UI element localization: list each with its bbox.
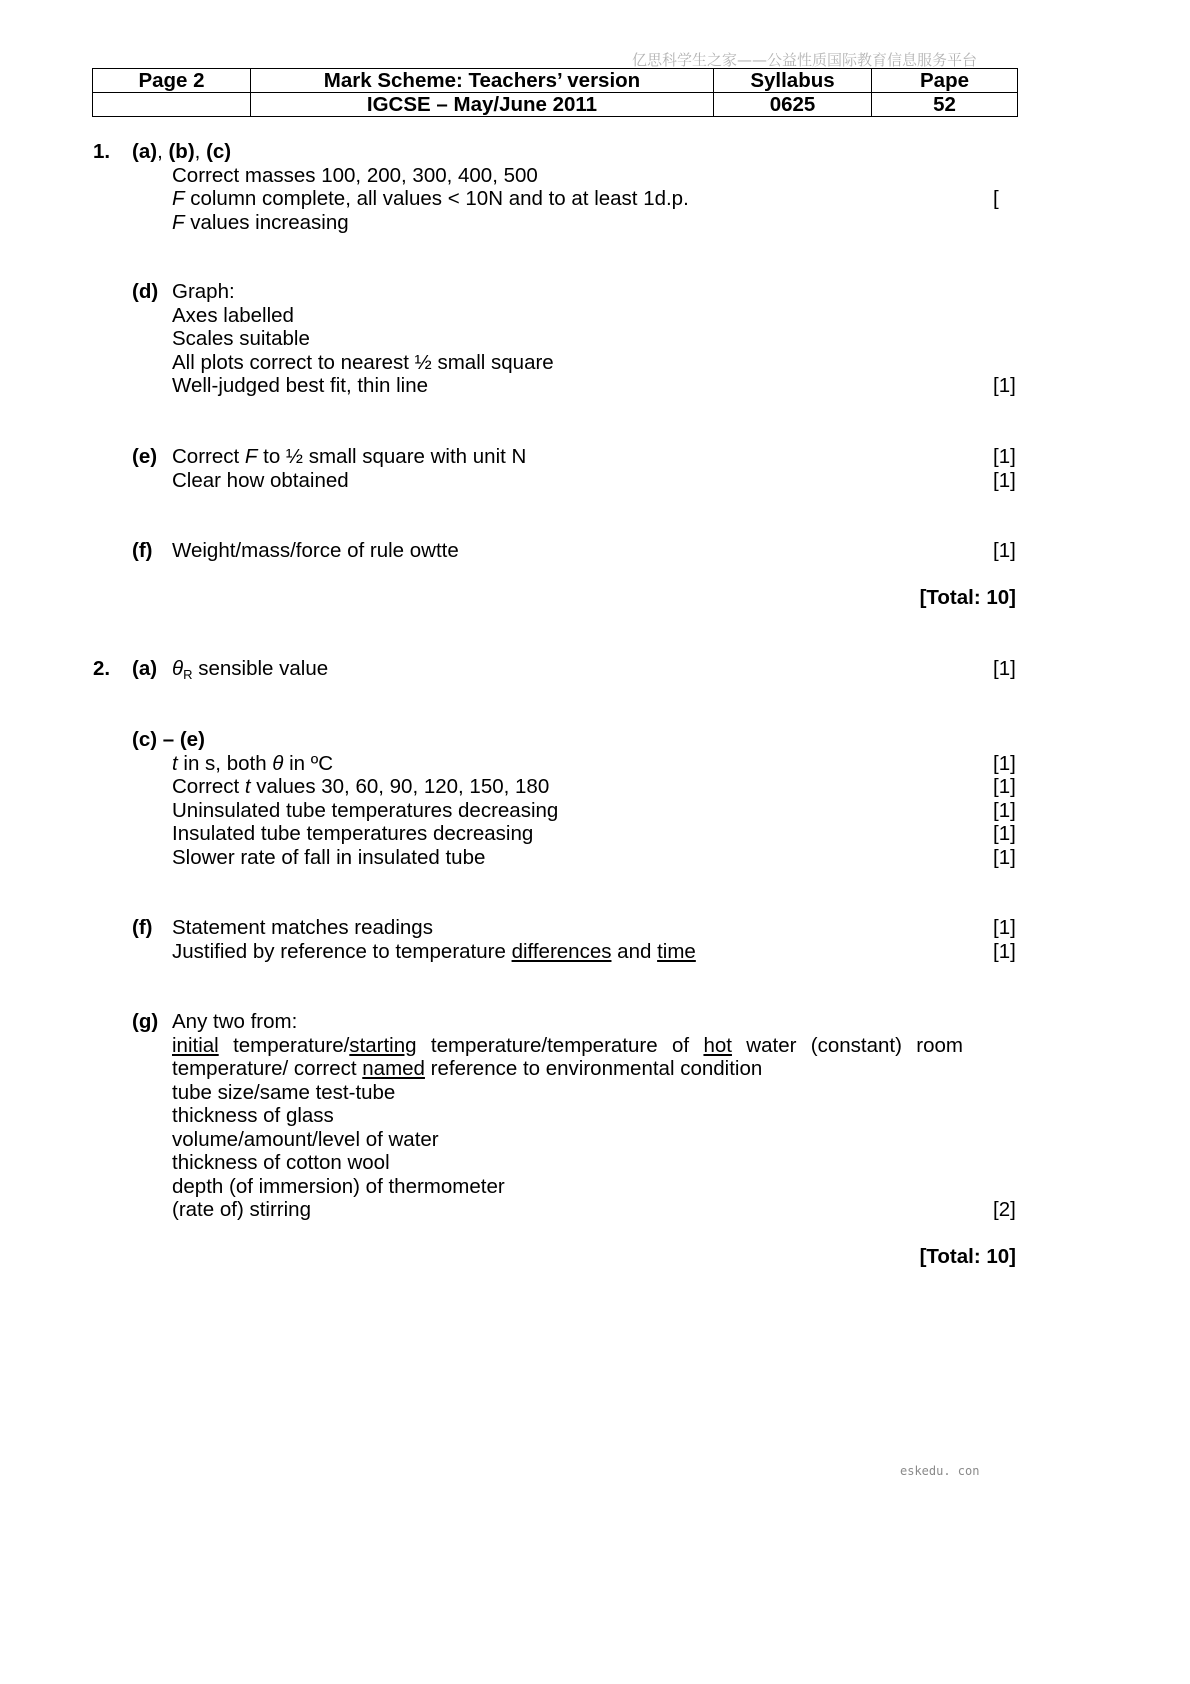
part-labels-abc xyxy=(132,140,231,164)
part-a-label: (a) xyxy=(132,657,158,680)
mark-allocation: [1] xyxy=(993,657,1016,680)
total-marks: [Total: 10] xyxy=(919,1245,1016,1268)
paper-label: Pape xyxy=(872,69,1018,93)
criterion-intro: Any two from: xyxy=(172,1010,298,1033)
criterion-row xyxy=(0,1175,1190,1199)
mark-allocation: [1] xyxy=(993,798,1016,822)
criterion-row xyxy=(0,940,1190,964)
mark-allocation: [1] xyxy=(993,939,1016,963)
criterion-text: tube size/same test-tube xyxy=(172,1080,396,1104)
question-1-parts-abc xyxy=(0,140,1190,234)
criterion-text-start: Correct xyxy=(172,775,245,798)
mark-allocation: [1] xyxy=(993,751,1016,775)
criterion-text xyxy=(172,445,526,469)
mark-allocation: [1] xyxy=(993,775,1016,798)
part-b-label: (b) xyxy=(168,140,195,163)
header-table xyxy=(92,68,1018,117)
paragraph-text: temperature/temperature of xyxy=(416,1033,704,1057)
criterion-row xyxy=(0,211,1190,235)
subscript-r: R xyxy=(183,667,193,682)
criterion-row xyxy=(0,846,1190,870)
criterion-row xyxy=(0,1104,1190,1128)
criterion-text: depth (of immersion) of thermometer xyxy=(172,1174,505,1198)
part-d-label: (d) xyxy=(132,280,159,303)
variable-symbol: F xyxy=(172,210,185,234)
criterion-row xyxy=(0,469,1190,493)
criterion-row xyxy=(0,164,1190,188)
underlined-keyword: named xyxy=(362,1057,425,1080)
syllabus-code: 0625 xyxy=(714,93,872,117)
criterion-row xyxy=(0,657,1190,681)
criterion-text: thickness of glass xyxy=(172,1104,334,1127)
criterion-text: Graph: xyxy=(172,280,235,303)
syllabus-label: Syllabus xyxy=(714,69,872,93)
criterion-row xyxy=(0,1081,1190,1105)
page-label: Page 2 xyxy=(93,69,251,93)
criterion-text: All plots correct to nearest ½ small square xyxy=(172,350,554,374)
criterion-row xyxy=(0,187,1190,211)
question-number: 2. xyxy=(93,657,111,680)
criterion-row xyxy=(0,752,1190,776)
criterion-text-rest: values increasing xyxy=(184,210,349,234)
criterion-text: Statement matches readings xyxy=(172,916,433,939)
question-2-parts-c-to-e xyxy=(0,728,1190,869)
variable-symbol: t xyxy=(244,775,251,798)
question-2-part-a xyxy=(0,657,1190,681)
part-c-to-e-label: (c) – (e) xyxy=(132,728,205,751)
criterion-row xyxy=(0,916,1190,940)
question-2-part-f xyxy=(0,916,1190,963)
criterion-text xyxy=(172,940,696,964)
criterion-text-start: Correct xyxy=(172,445,245,468)
question-1-part-f xyxy=(0,539,1190,563)
variable-symbol: F xyxy=(244,445,258,468)
variable-symbol: t xyxy=(172,751,178,775)
criterion-text: Weight/mass/force of rule owtte xyxy=(172,539,459,562)
criterion-text xyxy=(172,211,349,235)
criterion-row xyxy=(0,280,1190,304)
criterion-text: Uninsulated tube temperatures decreasing xyxy=(172,798,559,822)
part-a-label: (a) xyxy=(132,140,158,163)
criterion-text: Slower rate of fall in insulated tube xyxy=(172,845,486,869)
header-row-labels xyxy=(93,69,1018,93)
mark-allocation: [2] xyxy=(993,1198,1016,1221)
theta-symbol: θ xyxy=(272,751,284,775)
mark-allocation: [1] xyxy=(993,374,1016,397)
criterion-text-mid: in s, both xyxy=(177,751,273,775)
criterion-row xyxy=(0,1010,1190,1034)
criterion-text xyxy=(172,752,333,776)
justified-criterion-paragraph xyxy=(172,1034,963,1081)
part-separator: , xyxy=(194,140,207,163)
criterion-text-rest: in ºC xyxy=(283,751,334,775)
paragraph-text: temperature/ xyxy=(218,1033,350,1057)
criterion-row xyxy=(0,304,1190,328)
underlined-keyword: differences xyxy=(511,939,612,963)
mark-allocation: [1] xyxy=(993,822,1016,845)
question-2-part-g xyxy=(0,1010,1190,1222)
criterion-row xyxy=(0,1198,1190,1222)
mark-allocation: [1] xyxy=(993,468,1016,492)
criterion-text: Scales suitable xyxy=(172,327,310,350)
question-1-part-e xyxy=(0,445,1190,492)
criterion-row xyxy=(0,1128,1190,1152)
paragraph-text: reference to environmental condition xyxy=(424,1057,763,1080)
question-1-heading-row xyxy=(0,140,1190,164)
mark-allocation: [1] xyxy=(993,539,1016,562)
question-number: 1. xyxy=(93,140,111,163)
criterion-text: Well-judged best fit, thin line xyxy=(172,374,429,397)
part-e-label: (e) xyxy=(132,445,158,468)
paragraph-text: water (constant) room temperature/ correct xyxy=(172,1033,963,1080)
document-title: Mark Scheme: Teachers’ version xyxy=(251,69,714,93)
part-f-label: (f) xyxy=(132,916,153,939)
criterion-text-rest: to ½ small square with unit N xyxy=(257,445,527,468)
question-1-total xyxy=(0,586,1190,610)
criterion-text: Correct masses 100, 200, 300, 400, 500 xyxy=(172,163,538,187)
mark-allocation: [ xyxy=(993,187,999,210)
total-marks: [Total: 10] xyxy=(919,586,1016,609)
underlined-keyword: hot xyxy=(703,1033,732,1057)
exam-session: IGCSE – May/June 2011 xyxy=(251,93,714,117)
criterion-row xyxy=(0,374,1190,398)
header-row-values xyxy=(93,93,1018,117)
criterion-row xyxy=(0,1151,1190,1175)
footer-watermark: eskedu. con xyxy=(900,1464,980,1478)
criterion-row xyxy=(0,327,1190,351)
criterion-row xyxy=(0,351,1190,375)
criterion-text-rest: column complete, all values < 10N and to at least 1d.p. xyxy=(184,187,689,210)
criterion-text: (rate of) stirring xyxy=(172,1198,311,1221)
criterion-text: Axes labelled xyxy=(172,303,294,327)
criterion-text-rest: sensible value xyxy=(192,657,329,680)
empty-cell xyxy=(93,93,251,117)
mark-allocation: [1] xyxy=(993,445,1016,468)
criterion-text: Clear how obtained xyxy=(172,468,349,492)
question-1-part-d xyxy=(0,280,1190,398)
criterion-text-mid: and xyxy=(611,939,658,963)
mark-allocation: [1] xyxy=(993,845,1016,869)
part-c-label: (c) xyxy=(206,140,232,163)
criterion-text: Insulated tube temperatures decreasing xyxy=(172,822,534,845)
underlined-keyword: initial xyxy=(172,1033,219,1057)
criterion-text: volume/amount/level of water xyxy=(172,1127,439,1151)
criterion-row xyxy=(0,445,1190,469)
criterion-text xyxy=(172,657,328,681)
mark-allocation: [1] xyxy=(993,916,1016,939)
part-g-label: (g) xyxy=(132,1010,159,1033)
criterion-row xyxy=(0,775,1190,799)
part-separator: , xyxy=(157,140,169,163)
part-f-label: (f) xyxy=(132,539,153,562)
criterion-text-start: Justified by reference to temperature xyxy=(172,939,512,963)
criterion-text xyxy=(172,187,689,211)
total-row xyxy=(0,586,1190,610)
underlined-keyword: starting xyxy=(349,1033,417,1057)
variable-symbol: F xyxy=(172,187,185,210)
criterion-text: thickness of cotton wool xyxy=(172,1151,390,1174)
watermark-text: 亿思科学生之家——公益性质国际教育信息服务平台 xyxy=(632,51,978,69)
part-heading-row xyxy=(0,728,1190,752)
theta-symbol: θ xyxy=(172,657,184,680)
criterion-row xyxy=(0,799,1190,823)
criterion-text xyxy=(172,775,549,799)
question-2-total xyxy=(0,1245,1190,1269)
paper-number: 52 xyxy=(872,93,1018,117)
criterion-row xyxy=(0,539,1190,563)
criterion-row xyxy=(0,822,1190,846)
underlined-keyword: time xyxy=(657,939,696,963)
total-row xyxy=(0,1245,1190,1269)
criterion-text-rest: values 30, 60, 90, 120, 150, 180 xyxy=(250,775,550,798)
